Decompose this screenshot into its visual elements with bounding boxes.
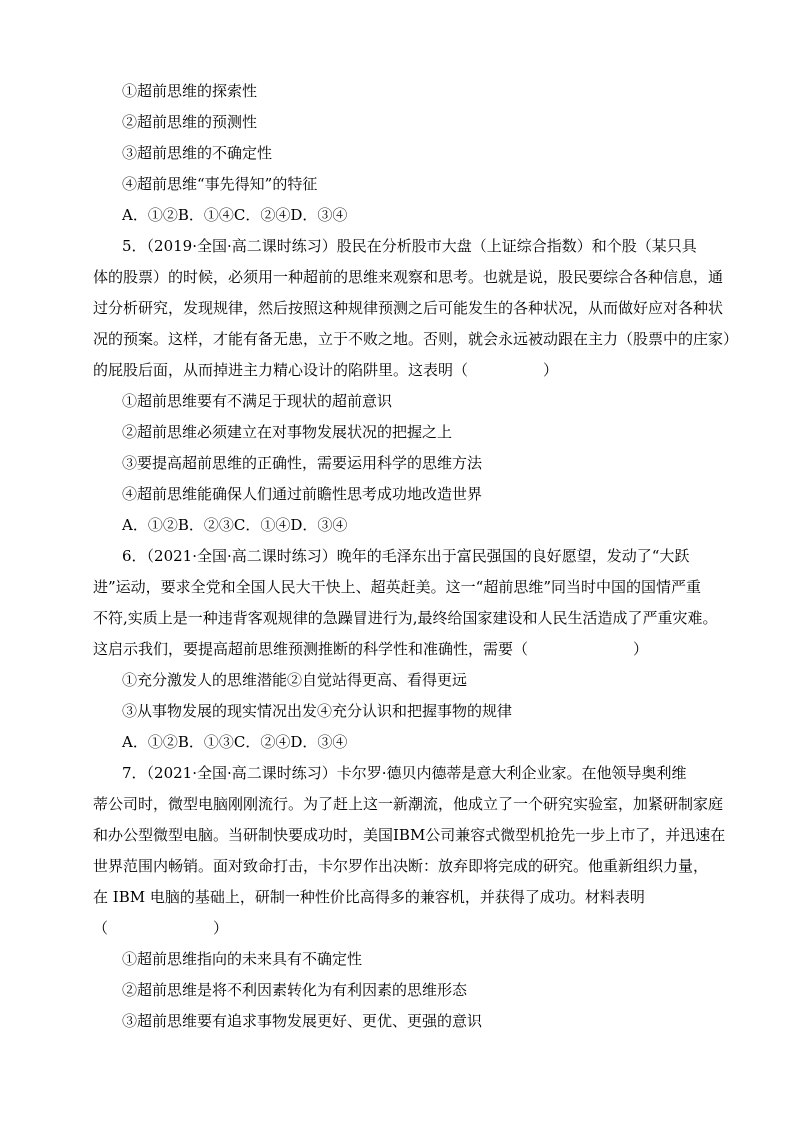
question-stem-line: 过分析研究，发现规律，然后按照这种规律预测之后可能发生的各种状况，从而做好应对各种状: [93, 299, 724, 317]
option-1: ①超前思维指向的未来具有不确定性: [122, 950, 363, 968]
option-2: ②超前思维的预测性: [122, 113, 258, 131]
option-1: ①超前思维的探索性: [122, 82, 258, 100]
question-stem-line: 和办公型微型电脑。当研制快要成功时，美国IBM公司兼容式微型机抢先一步上市了，并迅速在: [93, 826, 726, 844]
question-stem-line: 不符,实质上是一种违背客观规律的急躁冒进行为,最终给国家建设和人民生活造成了严重灾难。: [93, 609, 718, 627]
option-3: ③要提高超前思维的正确性，需要运用科学的思维方法: [122, 454, 483, 472]
option-1: ①超前思维要有不满足于现状的超前意识: [122, 392, 393, 410]
question-5: [93, 231, 739, 541]
question-stem-line: 这启示我们，要提高超前思维预测推断的科学性和准确性，需要（ ）: [93, 640, 649, 658]
question-stem-line: 在 IBM 电脑的基础上，研制一种性价比高得多的兼容机，并获得了成功。材料表明: [93, 888, 645, 906]
option-3: ③超前思维的不确定性: [122, 144, 273, 162]
option-3: ③超前思维要有追求事物发展更好、更优、更强的意识: [122, 1012, 483, 1030]
answer-choices: A．①②B．②③C．①④D．③④: [122, 516, 348, 534]
question-stem-line: 的屁股后面，从而掉进主力精心设计的陷阱里。这表明（ ）: [93, 361, 559, 379]
option-2: ②超前思维是将不利因素转化为有利因素的思维形态: [122, 981, 468, 999]
question-stem-line: 进”运动，要求全党和全国人民大干快上、超英赶美。这一“超前思维”同当时中国的国情严重: [93, 578, 702, 596]
option-4: ④超前思维能确保人们通过前瞻性思考成功地改造世界: [122, 485, 483, 503]
option-group-2: ③从事物发展的现实情况出发④充分认识和把握事物的规律: [122, 702, 513, 720]
exam-page: [93, 76, 739, 1037]
question-stem-line: 5．（2019·全国·高二课时练习）股民在分析股市大盘（上证综合指数）和个股（某只具: [122, 237, 697, 255]
option-2: ②超前思维必须建立在对事物发展状况的把握之上: [122, 423, 453, 441]
question-7: [93, 758, 726, 1037]
option-group-1: ①充分激发人的思维潜能②自觉站得更高、看得更远: [122, 671, 468, 689]
question-stem-line: 6．（2021·全国·高二课时练习）晚年的毛泽东出于富民强国的良好愿望，发动了“大跃: [122, 547, 690, 565]
question-stem-line: 7．（2021·全国·高二课时练习）卡尔罗·德贝内德蒂是意大利企业家。在他领导奥利维: [122, 764, 687, 782]
answer-choices: A．①②B．①③C．②④D．③④: [122, 733, 348, 751]
answer-choices: A．①②B．①④C．②④D．③④: [122, 206, 348, 224]
option-4: ④超前思维“事先得知”的特征: [122, 175, 318, 193]
question-stem-line: （ ）: [93, 919, 229, 937]
question-stem-line: 世界范围内畅销。面对致命打击，卡尔罗作出决断：放弃即将完成的研究。他重新组织力量，: [93, 857, 709, 875]
question-stem-line: 体的股票）的时候，必须用一种超前的思维来观察和思考。也就是说，股民要综合各种信息，通: [93, 268, 724, 286]
question-6: [93, 541, 718, 758]
question-stem-line: 蒂公司时，微型电脑刚刚流行。为了赶上这一新潮流，他成立了一个研究实验室，加紧研制家庭: [93, 795, 724, 813]
question-stem-line: 况的预案。这样，才能有备无患，立于不败之地。否则，就会永远被动跟在主力（股票中的庄家）: [93, 330, 739, 348]
question-4-options: [93, 76, 707, 231]
